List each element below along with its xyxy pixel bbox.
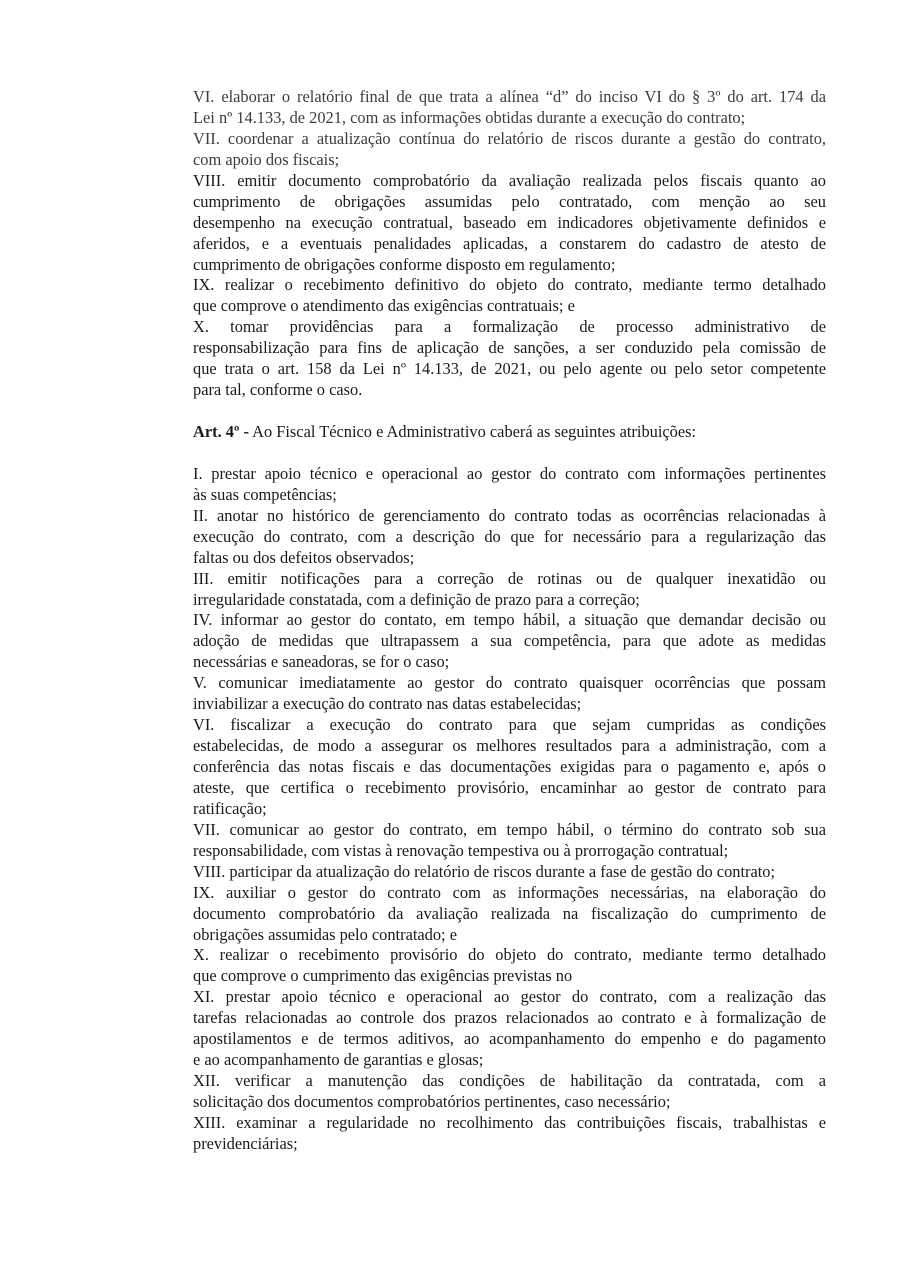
text-line: III. emitir notificações para a correção de rotinas ou de qualquer inexatidão ou [193,568,826,588]
list-item [193,883,826,946]
text-line: XII. verificar a manutenção das condições de habilitação da contratada, com a [193,1071,826,1091]
list-item [193,862,826,883]
text-line: para tal, conforme o caso. [193,380,363,400]
list-item [193,569,826,611]
text-line: tarefas relacionadas ao controle dos prazos relacionados ao contrato e à formalização de [193,1008,826,1028]
article-heading [193,422,826,443]
text-line: obrigações assumidas pelo contratado; e [193,924,457,944]
text-line: Lei nº 14.133, de 2021, com as informações obtidas durante a execução do contrato; [193,107,746,127]
text-line: II. anotar no histórico de gerenciamento do contrato todas as ocorrências relacionadas à [193,505,826,525]
text-line: ratificação; [193,798,267,818]
text-line: previdenciárias; [193,1133,298,1153]
text-line: conferência das notas fiscais e das documentações exigidas para o pagamento e, após o [193,757,826,776]
text-line: que trata o art. 158 da Lei nº 14.133, de 2021, ou pelo agente ou pelo setor competente [193,359,826,379]
text-line: responsabilidade, com vistas à renovação tempestiva ou à prorrogação contratual; [193,840,729,860]
blank-line [193,443,826,464]
text-line: VI. elaborar o relatório final de que trata a alínea “d” do inciso VI do § 3º do art. 174 da [193,87,826,106]
list-item [193,945,826,987]
list-item [193,673,826,715]
text-line: ateste, que certifica o recebimento provisório, encaminhar ao gestor de contrato para [193,777,826,797]
text-line: XIII. examinar a regularidade no recolhimento das contribuições fiscais, trabalhistas e [193,1112,826,1132]
list-item [193,275,826,317]
document-page [193,87,826,1155]
text-line: IX. auxiliar o gestor do contrato com as informações necessárias, na elaboração do [193,882,826,902]
list-item [193,1071,826,1113]
list-item [193,506,826,569]
blank-line [193,401,826,422]
text-line: documento comprobatório da avaliação realizada na fiscalização do cumprimento de [193,903,826,923]
list-item [193,715,826,820]
text-line: faltas ou dos defeitos observados; [193,547,415,567]
list-item [193,317,826,401]
list-item [193,820,826,862]
text-line: que comprove o cumprimento das exigências previstas no [193,966,573,986]
text-line: cumprimento de obrigações assumidas pelo contratado, com menção ao seu [193,191,826,211]
list-item [193,129,826,171]
text-line: XI. prestar apoio técnico e operacional ao gestor do contrato, com a realização das [193,987,826,1007]
text-line: apostilamentos e de termos aditivos, ao acompanhamento do empenho e do pagamento [193,1029,826,1049]
list-item [193,610,826,673]
text-line: VI. fiscalizar a execução do contrato para que sejam cumpridas as condições [193,715,826,735]
article-label: Art. 4º - [193,422,249,441]
text-line: cumprimento de obrigações conforme disposto em regulamento; [193,254,616,274]
text-line: estabelecidas, de modo a assegurar os melhores resultados para a administração, com a [193,736,826,756]
text-line: V. comunicar imediatamente ao gestor do contrato quaisquer ocorrências que possam [193,673,826,693]
text-line: que comprove o atendimento das exigências contratuais; e [193,296,575,316]
text-line: às suas competências; [193,484,337,504]
text-line: VIII. emitir documento comprobatório da avaliação realizada pelos fiscais quanto ao [193,170,826,190]
text-line: aferidos, e a eventuais penalidades aplicadas, a constarem do cadastro de atesto de [193,233,826,253]
text-line: VII. coordenar a atualização contínua do relatório de riscos durante a gestão do contrato, [193,128,826,148]
list-item [193,1113,826,1155]
text-line: VIII. participar da atualização do relatório de riscos durante a fase de gestão do contrato; [193,861,776,881]
list-item [193,87,826,129]
text-line: I. prestar apoio técnico e operacional ao gestor do contrato com informações pertinentes [193,463,826,483]
article-text: Ao Fiscal Técnico e Administrativo caberá as seguintes atribuições: [248,422,697,441]
text-line: com apoio dos fiscais; [193,149,340,169]
list-item [193,171,826,276]
text-line: adoção de medidas que ultrapassem a sua competência, para que adote as medidas [193,631,826,651]
text-line: IX. realizar o recebimento definitivo do objeto do contrato, mediante termo detalhado [193,275,826,295]
text-line: necessárias e saneadoras, se for o caso; [193,652,450,672]
text-line: execução do contrato, com a descrição do que for necessário para a regularização das [193,526,826,546]
list-item [193,987,826,1071]
text-line: X. tomar providências para a formalização de processo administrativo de [193,317,826,337]
text-line: e ao acompanhamento de garantias e glosas; [193,1050,484,1070]
text-line: desempenho na execução contratual, baseado em indicadores objetivamente definidos e [193,212,826,232]
text-line: responsabilização para fins de aplicação de sanções, a ser conduzido pela comissão de [193,338,826,358]
text-line: VII. comunicar ao gestor do contrato, em tempo hábil, o término do contrato sob sua [193,819,826,839]
text-line: IV. informar ao gestor do contato, em tempo hábil, a situação que demandar decisão ou [193,610,826,630]
list-item [193,464,826,506]
text-line: solicitação dos documentos comprobatórios pertinentes, caso necessário; [193,1092,671,1111]
text-line: inviabilizar a execução do contrato nas datas estabelecidas; [193,694,582,714]
text-line: irregularidade constatada, com a definição de prazo para a correção; [193,589,640,609]
text-line: X. realizar o recebimento provisório do objeto do contrato, mediante termo detalhado [193,945,826,965]
list-block-fiscal [193,464,826,1155]
list-block-gestor [193,87,826,401]
